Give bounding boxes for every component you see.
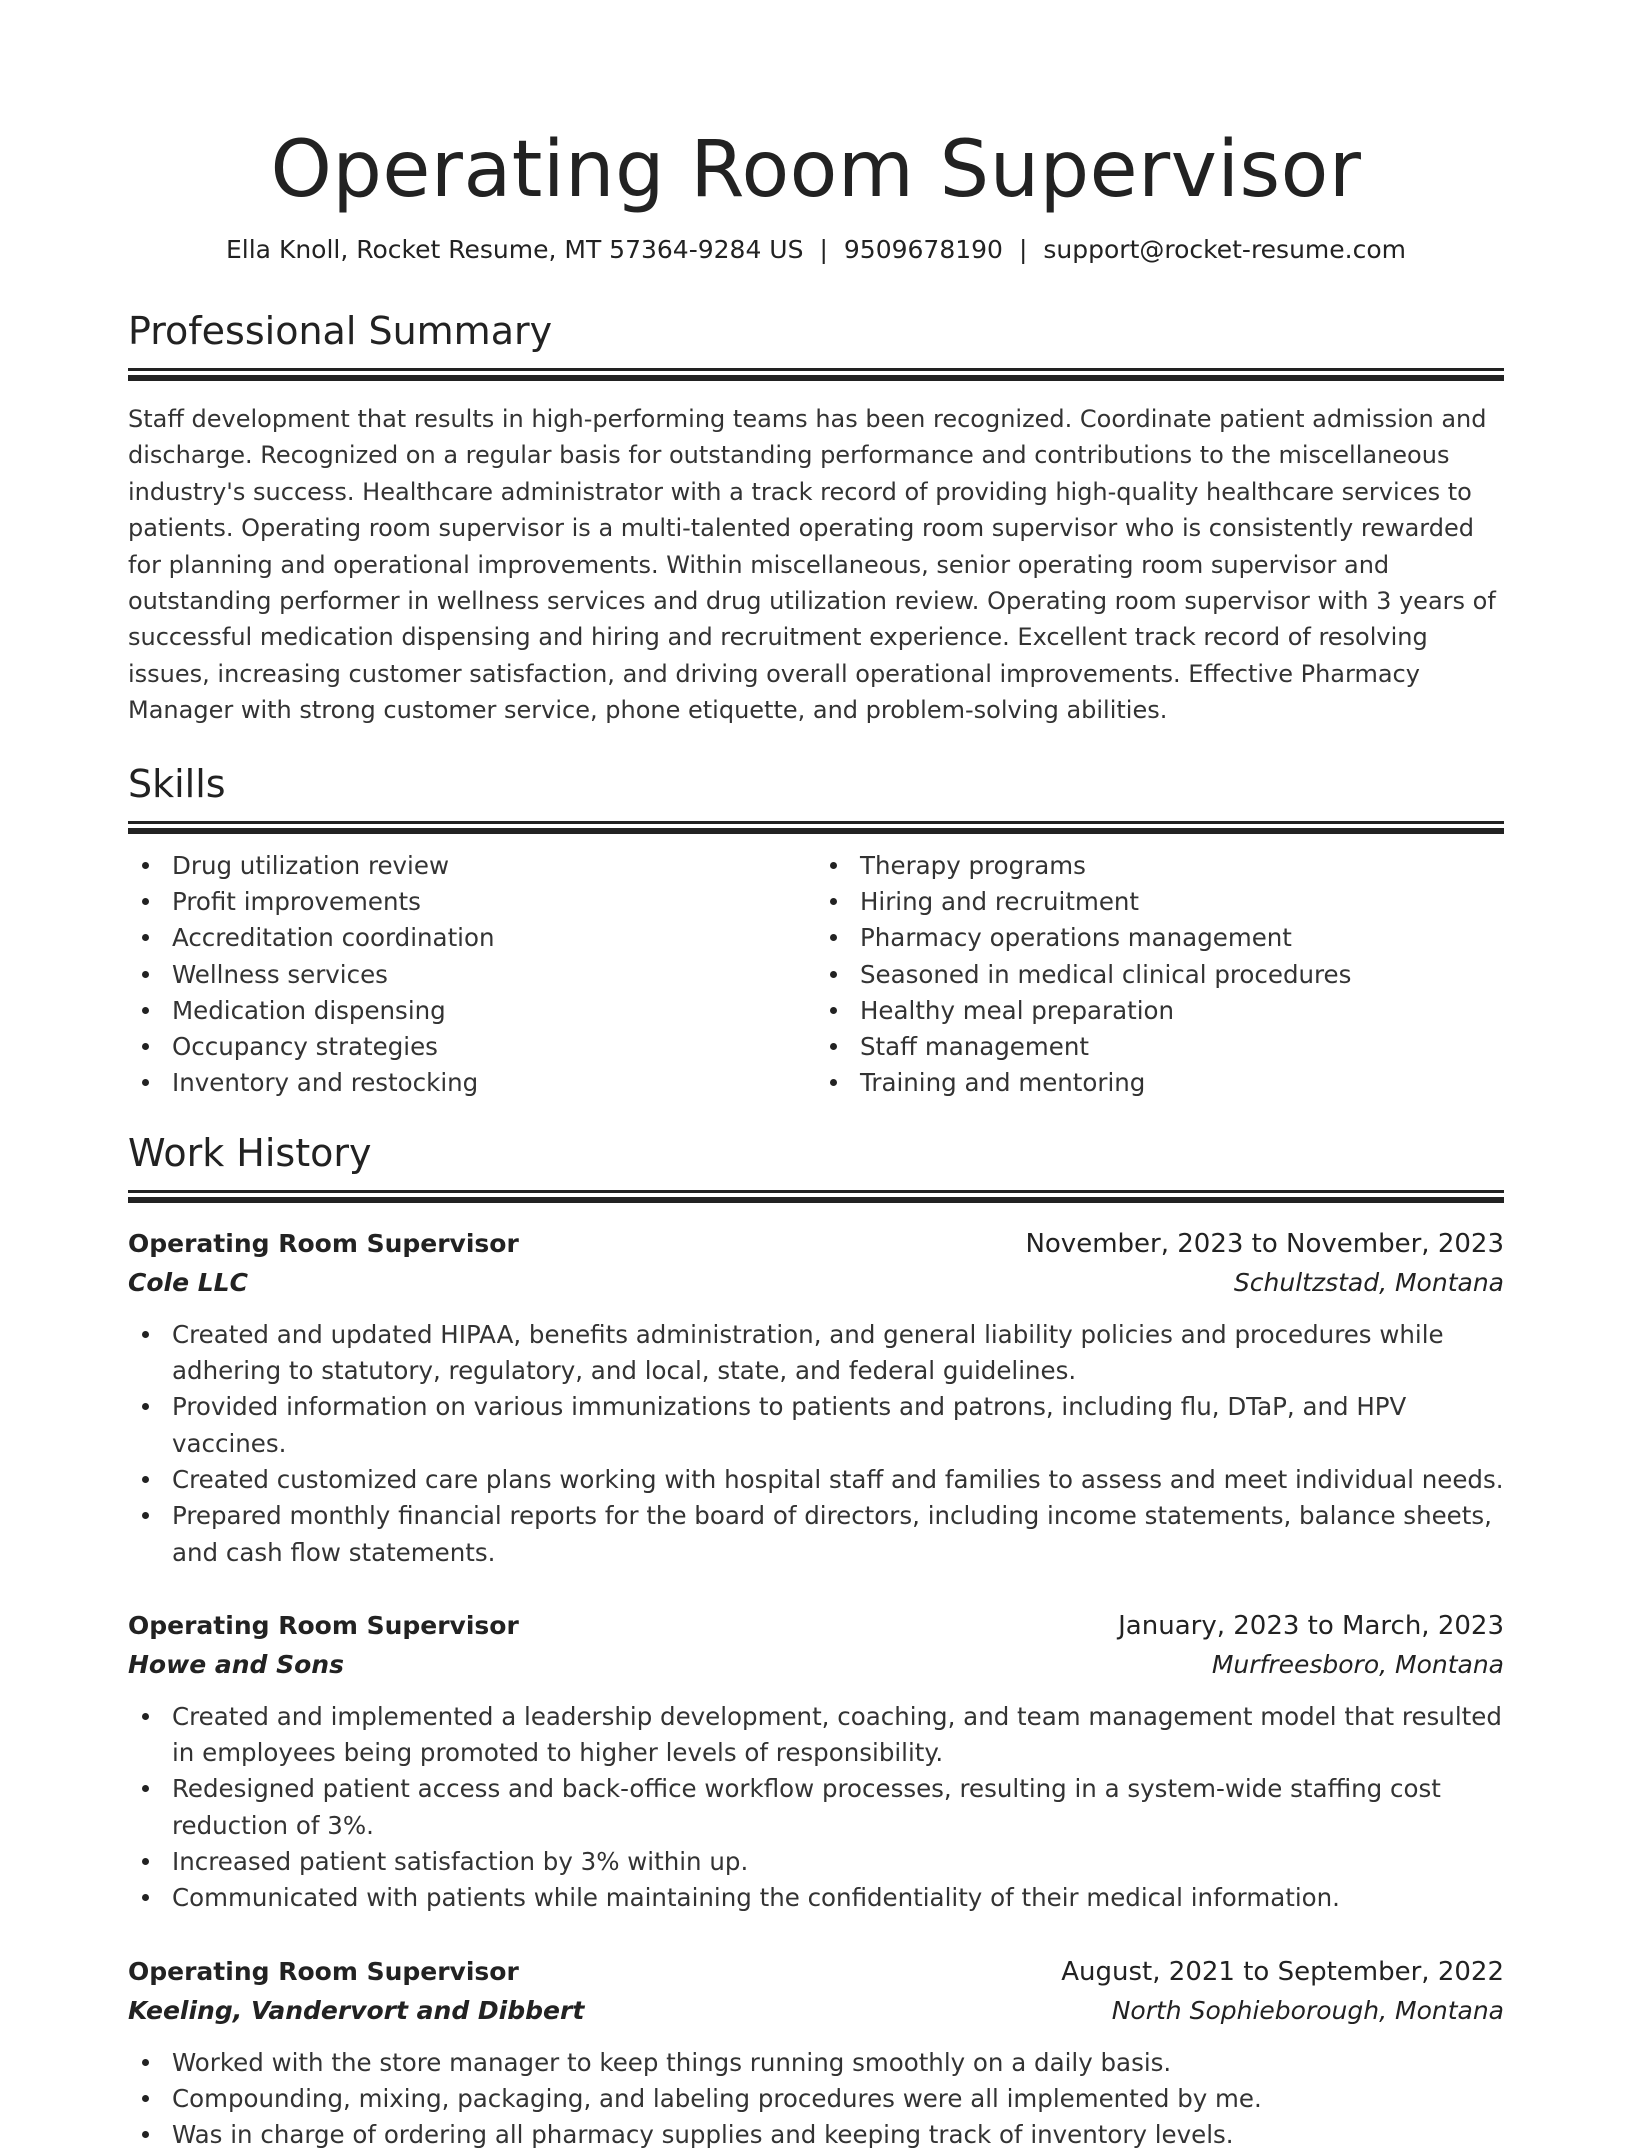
contact-separator: | — [819, 235, 828, 264]
job-bullet: Was in charge of ordering all pharmacy supplies and keeping track of inventory levels. — [128, 2117, 1504, 2153]
section-divider — [128, 1190, 1504, 1203]
job-bullets — [128, 1699, 1504, 1917]
skill-item: Staff management — [816, 1029, 1504, 1065]
job-company: Keeling, Vandervort and Dibbert — [128, 1995, 585, 2025]
skill-item: Drug utilization review — [128, 848, 816, 884]
section-heading-work-history: Work History — [128, 1130, 372, 1175]
job-company-row — [128, 1263, 1504, 1303]
contact-email: support@rocket-resume.com — [1043, 235, 1407, 264]
job-header-row — [128, 1607, 1504, 1645]
job-dates: August, 2021 to September, 2022 — [1061, 1956, 1504, 1987]
skill-item: Healthy meal preparation — [816, 993, 1504, 1029]
skill-item: Seasoned in medical clinical procedures — [816, 957, 1504, 993]
job-entry — [128, 1225, 1504, 1571]
job-entry — [128, 1953, 1504, 2153]
job-title: Operating Room Supervisor — [128, 1228, 519, 1258]
job-bullet: Created and implemented a leadership development, coaching, and team management model that resulted in employees being promoted to higher levels of responsibility. — [128, 1699, 1504, 1772]
job-bullet: Compounding, mixing, packaging, and labeling procedures were all implemented by me. — [128, 2081, 1504, 2117]
contact-phone: 9509678190 — [843, 235, 1003, 264]
skill-item: Inventory and restocking — [128, 1065, 816, 1101]
resume-title: Operating Room Supervisor — [270, 125, 1362, 215]
job-bullet: Prepared monthly financial reports for the board of directors, including income statements, balance sheets, and cash flow statements. — [128, 1498, 1504, 1571]
job-bullets — [128, 2045, 1504, 2153]
contact-line — [128, 232, 1504, 268]
job-location: Schultzstad, Montana — [1233, 1267, 1504, 1297]
section-divider — [128, 368, 1504, 381]
skills-section — [128, 759, 1504, 1102]
contact-address: Ella Knoll, Rocket Resume, MT 57364-9284 US — [225, 235, 804, 264]
skill-item: Pharmacy operations management — [816, 920, 1504, 956]
job-title: Operating Room Supervisor — [128, 1610, 519, 1640]
skills-columns — [128, 848, 1504, 1102]
section-divider — [128, 821, 1504, 834]
job-company: Howe and Sons — [128, 1649, 344, 1679]
work-history-section — [128, 1128, 1504, 2153]
job-header-row — [128, 1953, 1504, 1991]
skills-column-left — [128, 848, 816, 1102]
job-company: Cole LLC — [128, 1267, 248, 1297]
skill-item: Profit improvements — [128, 884, 816, 920]
job-bullet: Worked with the store manager to keep things running smoothly on a daily basis. — [128, 2045, 1504, 2081]
skills-column-right — [816, 848, 1504, 1102]
job-location: North Sophieborough, Montana — [1111, 1995, 1504, 2025]
skill-item: Hiring and recruitment — [816, 884, 1504, 920]
job-bullet: Redesigned patient access and back-office workflow processes, resulting in a system-wide staffing cost reduction of 3%. — [128, 1771, 1504, 1844]
skill-item: Medication dispensing — [128, 993, 816, 1029]
job-bullet: Created customized care plans working with hospital staff and families to assess and meet individual needs. — [128, 1462, 1504, 1498]
section-heading-skills: Skills — [128, 761, 226, 806]
job-bullet: Communicated with patients while maintaining the confidentiality of their medical information. — [128, 1880, 1504, 1916]
skill-item: Therapy programs — [816, 848, 1504, 884]
job-bullet: Created and updated HIPAA, benefits administration, and general liability policies and procedures while adhering to statutory, regulatory, and local, state, and federal guidelines. — [128, 1317, 1504, 1390]
job-company-row — [128, 1645, 1504, 1685]
job-entry — [128, 1607, 1504, 1917]
job-location: Murfreesboro, Montana — [1211, 1649, 1504, 1679]
section-heading-summary: Professional Summary — [128, 309, 553, 353]
job-header-row — [128, 1225, 1504, 1263]
skill-item: Training and mentoring — [816, 1065, 1504, 1101]
skill-item: Occupancy strategies — [128, 1029, 816, 1065]
contact-separator: | — [1018, 235, 1028, 264]
job-bullet: Increased patient satisfaction by 3% within up. — [128, 1844, 1504, 1880]
job-company-row — [128, 1991, 1504, 2031]
job-dates: November, 2023 to November, 2023 — [1025, 1228, 1504, 1259]
job-bullet: Provided information on various immunizations to patients and patrons, including flu, DTaP, and HPV vaccines. — [128, 1389, 1504, 1462]
professional-summary-section — [128, 306, 1504, 729]
skill-item: Accreditation coordination — [128, 920, 816, 956]
job-title: Operating Room Supervisor — [128, 1956, 519, 1986]
skill-item: Wellness services — [128, 957, 816, 993]
job-dates: January, 2023 to March, 2023 — [1118, 1610, 1504, 1641]
job-bullets — [128, 1317, 1504, 1571]
summary-paragraph: Staff development that results in high-performing teams has been recognized. Coordinate patient admission and discharge. Recognized on a regular basis for outstanding performance and contributions to the miscellaneous industry's success. Healthcare administrator with a track record of providing high-quality healthcare services to patients. Operating room supervisor is a multi-talented operating room supervisor who is consistently rewarded for planning and operational improvements. Within miscellaneous, senior operating room supervisor and outstanding performer in wellness services and drug utilization review. Operating room supervisor with 3 years of successful medication dispensing and hiring and recruitment experience. Excellent track record of resolving issues, increasing customer satisfaction, and driving overall operational improvements. Effective Pharmacy Manager with strong customer service, phone etiquette, and problem-solving abilities. — [128, 405, 1496, 725]
